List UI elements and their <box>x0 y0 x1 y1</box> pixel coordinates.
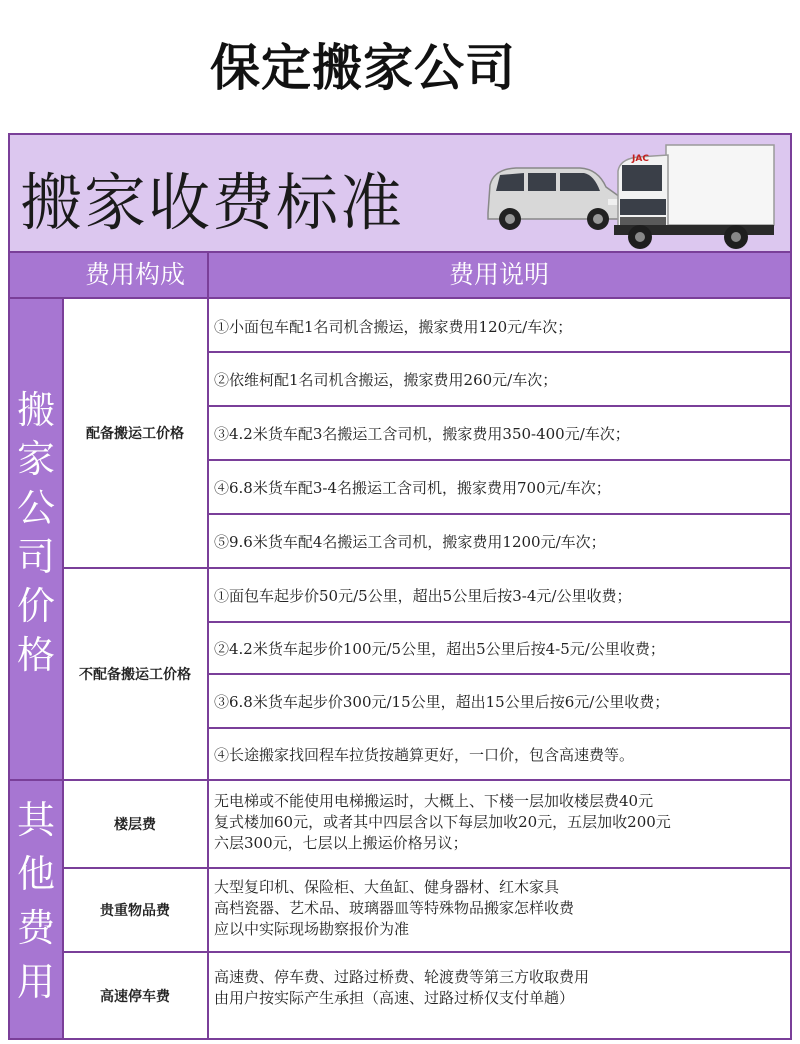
table-row: ②4.2米货车起步价100元/5公里，超出5公里后按4-5元/公里收费； <box>214 639 665 658</box>
col-header-description: 费用说明 <box>448 260 549 289</box>
category-floor-fee: 楼层费 <box>62 781 208 867</box>
grid-line <box>62 867 790 869</box>
grid-line <box>62 299 64 1038</box>
grid-line <box>208 351 790 353</box>
category-valuables-fee: 贵重物品费 <box>62 869 208 951</box>
banner <box>10 135 790 253</box>
grid-line <box>208 621 790 623</box>
grid-line <box>62 951 790 953</box>
minivan-image <box>480 163 625 235</box>
category-highway-parking-fee: 高速停车费 <box>62 953 208 1038</box>
table-row: ③4.2米货车配3名搬运工含司机，搬家费用350-400元/车次； <box>214 424 630 443</box>
category-with-movers: 配备搬运工价格 <box>62 299 208 567</box>
table-row: ③6.8米货车起步价300元/15公里，超出15公里后按6元/公里收费； <box>214 692 670 711</box>
highway-parking-fee-description: 高速费、停车费、过路过桥费、轮渡费等第三方收取费用 由用户按实际产生承担（高速、过路过桥仅支付单趟） <box>214 968 590 1007</box>
box-truck-image <box>608 141 778 259</box>
grid-line <box>208 673 790 675</box>
grid-line <box>208 727 790 729</box>
table-row: ①小面包车配1名司机含搬运，搬家费用120元/车次； <box>214 317 573 336</box>
truck-logo: JAC <box>632 154 649 164</box>
grid-line <box>208 405 790 407</box>
grid-line <box>208 459 790 461</box>
banner-title: 搬家收费标准 <box>20 166 405 239</box>
table-row: ⑤9.6米货车配4名搬运工含司机，搬家费用1200元/车次； <box>214 532 606 551</box>
section-company-price-label: 搬 家 公 司 价 格 <box>10 299 62 779</box>
section-other-fees-label: 其 他 费 用 <box>10 781 62 1038</box>
grid-line <box>208 513 790 515</box>
valuables-fee-description: 大型复印机、保险柜、大鱼缸、健身器材、红木家具 高档瓷器、艺术品、玻璃器皿等特殊物品搬家怎样收费 应以中实际现场勘察报价为准 <box>214 878 575 938</box>
table-row: ④6.8米货车配3-4名搬运工含司机，搬家费用700元/车次； <box>214 478 611 497</box>
table-row: ②依维柯配1名司机含搬运，搬家费用260元/车次； <box>214 370 558 389</box>
price-card <box>8 133 792 1040</box>
floor-fee-description: 无电梯或不能使用电梯搬运时，大概上、下楼一层加收楼层费40元 复式楼加60元，或者其中四层含以下每层加收20元，五层加收200元 六层300元，七层以上搬运价格另议； <box>214 792 671 852</box>
column-header-row <box>10 253 790 299</box>
grid-line <box>62 567 790 569</box>
col-header-composition: 费用构成 <box>84 260 185 289</box>
table-row: ①面包车起步价50元/5公里，超出5公里后按3-4元/公里收费； <box>214 586 632 605</box>
table-row: ④长途搬家找回程车拉货按趟算更好，一口价，包含高速费等。 <box>214 745 635 764</box>
grid-line <box>207 253 209 1038</box>
grid-line <box>10 779 790 781</box>
company-name: 保定搬家公司 <box>210 39 516 97</box>
category-without-movers: 不配备搬运工价格 <box>62 569 208 779</box>
top-header <box>0 0 800 133</box>
